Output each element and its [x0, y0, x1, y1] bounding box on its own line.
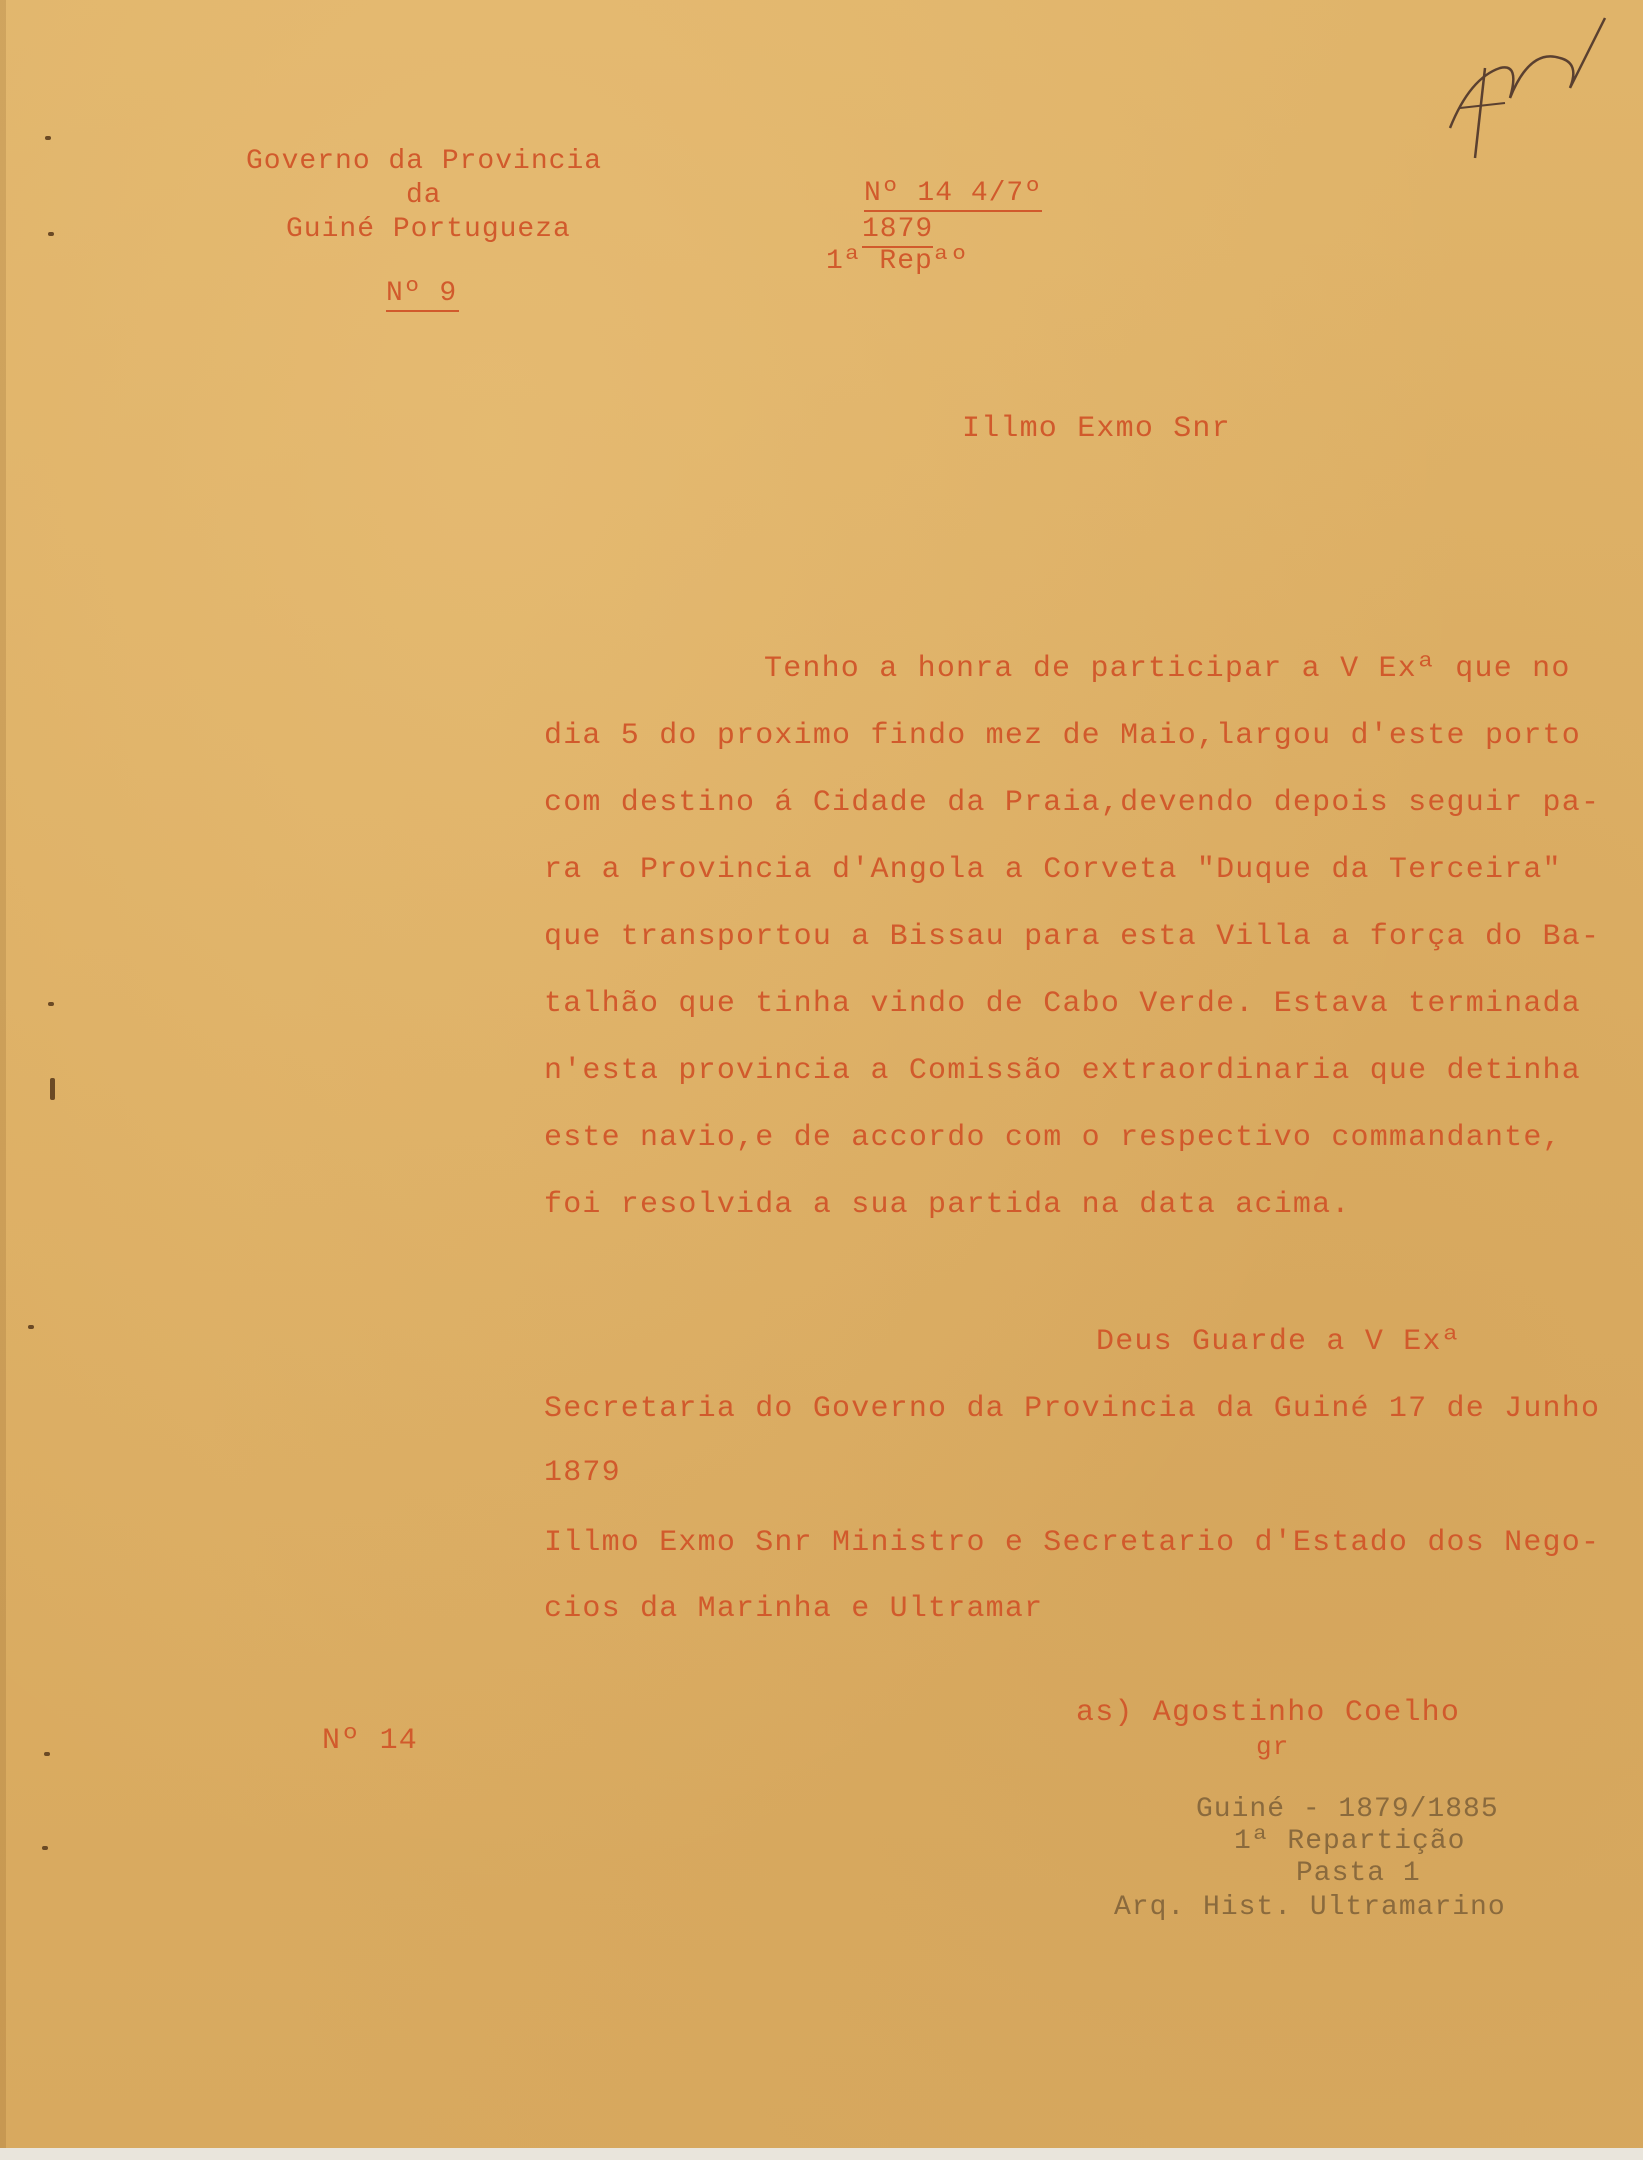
- place-date-year: 1879: [544, 1456, 621, 1490]
- punch-mark: [28, 1325, 34, 1329]
- punch-mark: [44, 1752, 50, 1756]
- signature-line: as) Agostinho Coelho: [1076, 1696, 1461, 1730]
- body-line: talhão que tinha vindo de Cabo Verde. Estava terminada: [544, 987, 1581, 1021]
- archive-line-4: Arq. Hist. Ultramarino: [1114, 1892, 1506, 1923]
- scan-border: [0, 2148, 1643, 2160]
- body-line: dia 5 do proximo findo mez de Maio,largou d'este porto: [544, 719, 1581, 753]
- place-date-line: Secretaria do Governo da Provincia da Guiné 17 de Junho: [544, 1392, 1601, 1426]
- body-line: n'esta provincia a Comissão extraordinaria que detinha: [544, 1054, 1581, 1088]
- body-line: foi resolvida a sua partida na data acima.: [544, 1188, 1351, 1222]
- signature-sub: gr: [1256, 1732, 1290, 1762]
- body-line: com destino á Cidade da Praia,devendo depois seguir pa-: [544, 786, 1601, 820]
- footer-number: Nº 14: [322, 1724, 419, 1758]
- reference-section: 1ª Repªº: [826, 246, 969, 277]
- punch-mark: [50, 1078, 55, 1100]
- addressee-line: cios da Marinha e Ultramar: [544, 1592, 1044, 1626]
- body-line: este navio,e de accordo com o respectivo commandante,: [544, 1121, 1562, 1155]
- salutation: Illmo Exmo Snr: [962, 412, 1231, 446]
- archive-line-2: 1ª Repartição: [1234, 1826, 1466, 1857]
- closing-line: Deus Guarde a V Exª: [1096, 1325, 1461, 1359]
- punch-mark: [45, 136, 51, 140]
- punch-mark: [48, 232, 54, 236]
- body-line: Tenho a honra de participar a V Exª que no: [764, 652, 1571, 686]
- page-left-edge: [0, 0, 6, 2160]
- handwritten-initials-icon: [1430, 8, 1610, 168]
- reference-number: Nº 14 4/7º: [864, 178, 1042, 212]
- reference-year: 1879: [862, 214, 933, 248]
- document-number: Nº 9: [386, 278, 459, 312]
- archive-line-3: Pasta 1: [1296, 1858, 1421, 1889]
- body-line: que transportou a Bissau para esta Villa a força do Ba-: [544, 920, 1601, 954]
- punch-mark: [48, 1002, 54, 1006]
- province-line-2: da: [406, 180, 442, 211]
- archive-line-1: Guiné - 1879/1885: [1196, 1794, 1499, 1825]
- province-line-3: Guiné Portugueza: [286, 214, 571, 245]
- province-line-1: Governo da Provincia: [246, 146, 603, 177]
- body-line: ra a Provincia d'Angola a Corveta "Duque da Terceira": [544, 853, 1562, 887]
- addressee-line: Illmo Exmo Snr Ministro e Secretario d'Estado dos Nego-: [544, 1526, 1601, 1560]
- punch-mark: [42, 1846, 48, 1850]
